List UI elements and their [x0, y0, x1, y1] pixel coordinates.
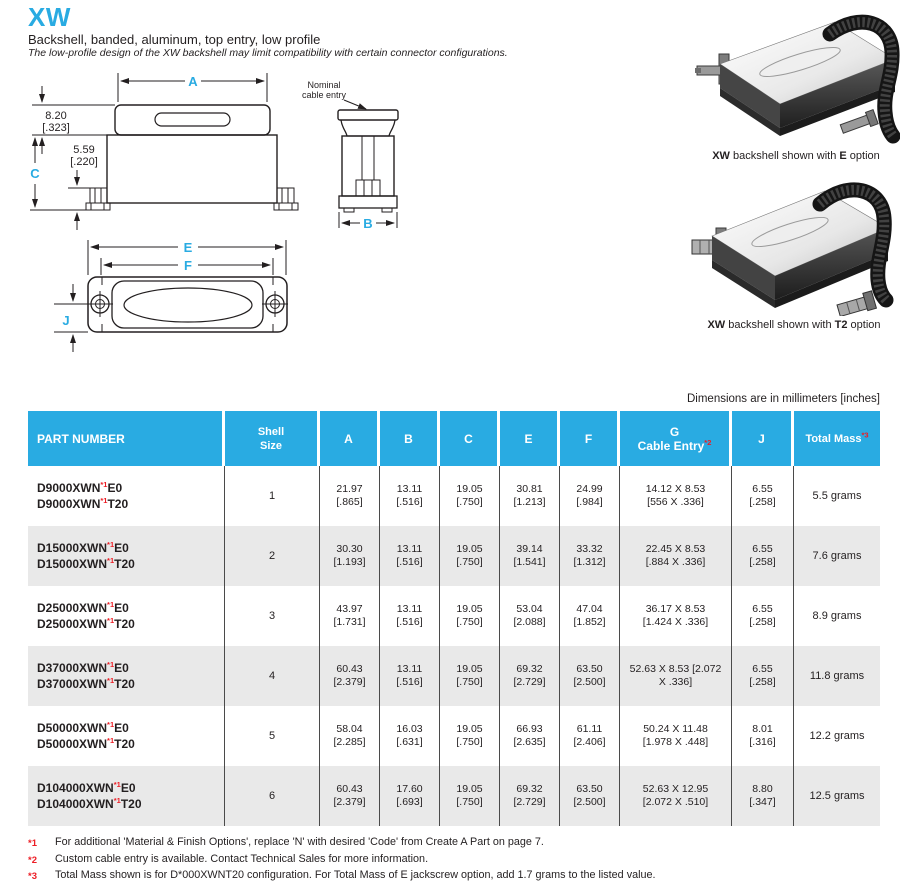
part-number: D50000XWN$^{*1}$E0 [37, 720, 129, 735]
header-c: C [440, 411, 500, 466]
dim-f-value: 63.50 [2.500] [560, 766, 620, 826]
table-row [28, 526, 880, 586]
footnote-marker: *2 [28, 854, 37, 866]
dim-f-value: 24.99 [.984] [560, 466, 620, 526]
footnote-text: Custom cable entry is available. Contact Technical Sales for more information. [55, 852, 429, 865]
dim-559-in: [.220] [70, 156, 98, 168]
dim-c-label: C [30, 166, 40, 181]
dim-e-value: 53.04 [2.088] [500, 586, 560, 646]
total-mass-value: 11.8 grams [809, 669, 865, 682]
footnote-1 [28, 835, 892, 852]
dim-559-mm: 5.59 [73, 144, 95, 156]
total-mass-value: 12.5 grams [809, 789, 865, 802]
dim-f-value: 61.11 [2.406] [560, 706, 620, 766]
part-number: D104000XWN$^{*1}$E0 [37, 780, 136, 795]
dim-a-value: 21.97 [.865] [320, 466, 380, 526]
cable-entry-callout-line2: cable entry [301, 90, 347, 100]
units-note: Dimensions are in millimeters [inches] [686, 393, 880, 405]
footnote-2 [28, 852, 892, 869]
cable-entry-callout-line1: Nominal [307, 80, 341, 90]
dim-j-value: 6.55 [.258] [732, 646, 794, 706]
photo-caption-e-option: XW backshell shown with E option [712, 150, 880, 162]
product-photo-t2-option [690, 166, 895, 316]
part-number: D15000XWN$^{*1}$T20 [37, 556, 135, 571]
part-number: D50000XWN$^{*1}$T20 [37, 736, 135, 751]
total-mass-value: 7.6 grams [812, 549, 862, 562]
page-subtitle: Backshell, banded, aluminum, top entry, low profile [28, 32, 321, 47]
part-number: D15000XWN$^{*1}$E0 [37, 540, 129, 555]
dim-f-value: 63.50 [2.500] [560, 646, 620, 706]
total-mass-value: 8.9 grams [812, 609, 862, 622]
footnote-ref-2: *2 [704, 437, 712, 447]
dim-b-value: 13.11 [.516] [380, 526, 440, 586]
dim-b-value: 13.11 [.516] [380, 646, 440, 706]
total-mass-value: 12.2 grams [809, 729, 865, 742]
cable-entry-value: 36.17 X 8.53 [1.424 X .336] [620, 586, 732, 646]
dim-c-value: 19.05 [.750] [440, 526, 500, 586]
shell-size-value: 4 [225, 646, 320, 706]
dim-e-value: 69.32 [2.729] [500, 766, 560, 826]
dim-f-value: 33.32 [1.312] [560, 526, 620, 586]
footnote-text: Total Mass shown is for D*000XWNT20 configuration. For Total Mass of E jackscrew option, add 1.7 grams to the listed value. [55, 869, 656, 881]
dim-a-value: 60.43 [2.379] [320, 646, 380, 706]
cable-entry-value: 50.24 X 11.48 [1.978 X .448] [620, 706, 732, 766]
dim-b-value: 16.03 [.631] [380, 706, 440, 766]
dim-e-value: 30.81 [1.213] [500, 466, 560, 526]
table-header-row [28, 411, 880, 466]
header-shell-size: Shell Size [225, 411, 320, 466]
front-side-view-diagram [10, 60, 440, 237]
cable-entry-value: 14.12 X 8.53 [556 X .336] [620, 466, 732, 526]
table-row [28, 646, 880, 706]
header-total-mass: Total Mass$^{*3}$ [794, 411, 880, 466]
total-mass-value: 5.5 grams [812, 489, 862, 502]
part-number: D104000XWN$^{*1}$T20 [37, 796, 142, 811]
dim-j-value: 8.01 [.316] [732, 706, 794, 766]
cable-entry-value: 22.45 X 8.53 [.884 X .336] [620, 526, 732, 586]
footnote-ref-3: *3 [861, 429, 869, 439]
header-b: B [380, 411, 440, 466]
part-number: D25000XWN$^{*1}$E0 [37, 600, 129, 615]
header-g-cable-entry: G Cable Entry$^{*2}$ [620, 411, 732, 466]
caption-option-code: T2 [834, 319, 848, 331]
header-part-number: PART NUMBER [28, 411, 225, 466]
dim-c-value: 19.05 [.750] [440, 586, 500, 646]
shell-size-value: 1 [225, 466, 320, 526]
header-f: F [560, 411, 620, 466]
footnote-text: For additional 'Material & Finish Options', replace 'N' with desired 'Code' from Create A Part on page 7. [55, 836, 544, 848]
dim-e-value: 39.14 [1.541] [500, 526, 560, 586]
footnote-3 [28, 868, 892, 885]
dim-820-in: [.323] [42, 122, 70, 134]
header-e: E [500, 411, 560, 466]
dim-c-value: 19.05 [.750] [440, 646, 500, 706]
table-row [28, 466, 880, 526]
part-number: D25000XWN$^{*1}$T20 [37, 616, 135, 631]
dim-b-value: 13.11 [.516] [380, 466, 440, 526]
product-photo-e-option [695, 4, 900, 146]
table-row [28, 586, 880, 646]
footnotes [28, 835, 892, 885]
part-number: D37000XWN$^{*1}$T20 [37, 676, 135, 691]
shell-size-value: 3 [225, 586, 320, 646]
caption-option-code: E [839, 150, 847, 162]
dim-820-mm: 8.20 [45, 110, 67, 122]
dim-a-value: 58.04 [2.285] [320, 706, 380, 766]
dim-c-value: 19.05 [.750] [440, 466, 500, 526]
dim-e-value: 66.93 [2.635] [500, 706, 560, 766]
dim-b-value: 17.60 [.693] [380, 766, 440, 826]
dim-j-label: J [62, 313, 70, 328]
photo-caption-t2-option: XW backshell shown with T2 option [707, 319, 881, 331]
dim-a-value: 60.43 [2.379] [320, 766, 380, 826]
caption-product-name: XW [707, 319, 726, 331]
dim-b-value: 13.11 [.516] [380, 586, 440, 646]
compatibility-note: The low-profile design of the XW backshell may limit compatibility with certain connector configurations. [28, 47, 508, 59]
dim-f-label: F [184, 258, 192, 273]
cable-entry-value: 52.63 X 8.53 [2.072 X .336] [620, 646, 732, 706]
part-number: D37000XWN$^{*1}$E0 [37, 660, 129, 675]
dim-j-value: 8.80 [.347] [732, 766, 794, 826]
header-j: J [732, 411, 794, 466]
dim-j-value: 6.55 [.258] [732, 466, 794, 526]
caption-product-name: XW [712, 150, 730, 162]
footnote-marker: *3 [28, 871, 37, 882]
dim-f-value: 47.04 [1.852] [560, 586, 620, 646]
dim-a-value: 30.30 [1.193] [320, 526, 380, 586]
table-row [28, 766, 880, 826]
dim-c-value: 19.05 [.750] [440, 706, 500, 766]
dim-b-label: B [363, 216, 373, 231]
bottom-view-diagram [40, 228, 370, 373]
dim-e-label: E [183, 240, 193, 255]
shell-size-value: 2 [225, 526, 320, 586]
table-row [28, 706, 880, 766]
shell-size-value: 6 [225, 766, 320, 826]
part-number: D9000XWN$^{*1}$T20 [37, 496, 129, 511]
dim-c-value: 19.05 [.750] [440, 766, 500, 826]
dimensions-table [28, 411, 880, 826]
dim-e-value: 69.32 [2.729] [500, 646, 560, 706]
dim-j-value: 6.55 [.258] [732, 526, 794, 586]
shell-size-value: 5 [225, 706, 320, 766]
footnote-marker: *1 [28, 838, 37, 849]
part-number: D9000XWN$^{*1}$E0 [37, 480, 123, 495]
dim-a-label: A [188, 74, 198, 89]
header-a: A [320, 411, 380, 466]
cable-entry-value: 52.63 X 12.95 [2.072 X .510] [620, 766, 732, 826]
page-title: XW [28, 2, 71, 32]
dim-a-value: 43.97 [1.731] [320, 586, 380, 646]
dim-j-value: 6.55 [.258] [732, 586, 794, 646]
